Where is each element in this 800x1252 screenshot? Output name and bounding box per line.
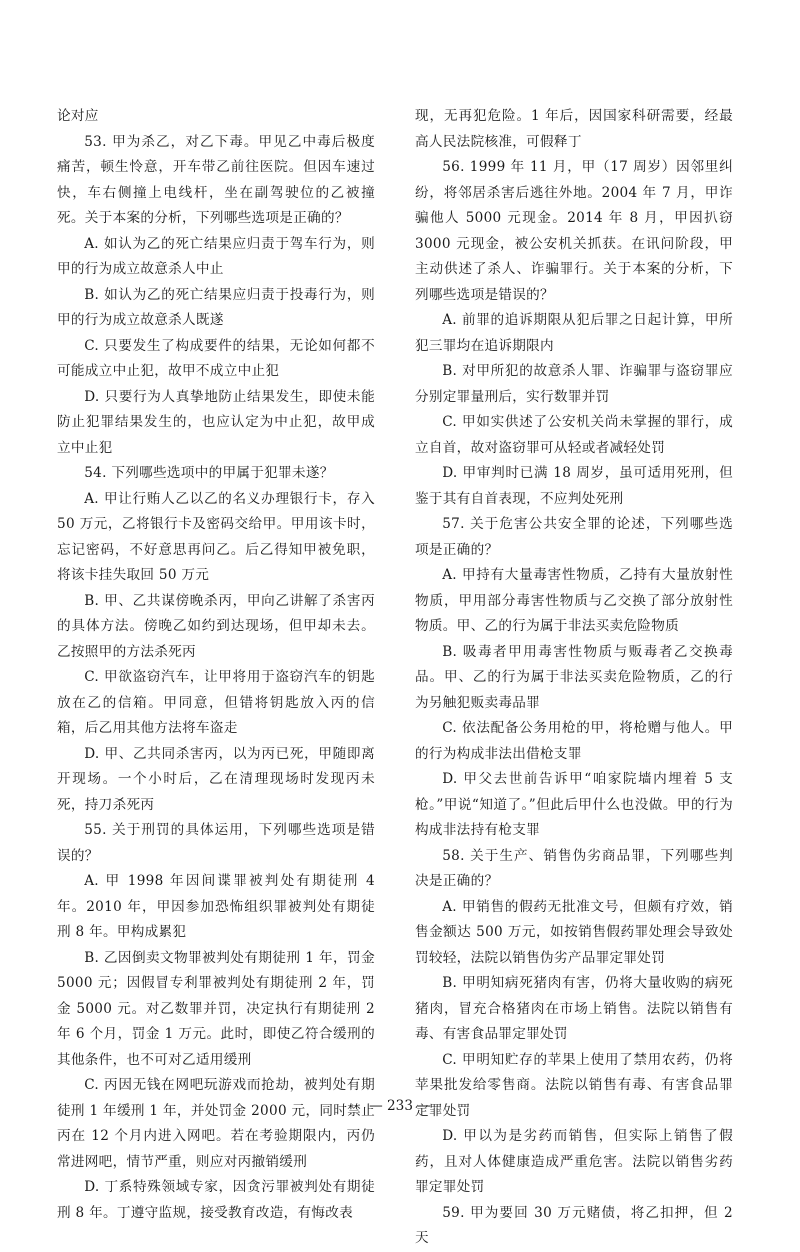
question-57-option-c: C. 依法配备公务用枪的甲，将枪赠与他人。甲的行为构成非法出借枪支罪 <box>415 720 733 762</box>
question-54-option-c: C. 甲欲盗窃汽车，让甲将用于盗窃汽车的钥匙放在乙的信箱。甲同意，但错将钥匙放入丙的信箱，后乙用其他方法将车盗走 <box>57 669 375 736</box>
question-55-option-a: A. 甲 1998 年因间谍罪被判处有期徒刑 4 年。2010 年，甲因参加恐怖组织罪被判处有期徒刑 8 年。甲构成累犯 <box>57 873 375 940</box>
question-57-option-b: B. 吸毒者甲用毒害性物质与贩毒者乙交换毒品。甲、乙的行为属于非法买卖危险物质，乙的行为另触犯贩卖毒品罪 <box>415 643 733 711</box>
question-58-option-a: A. 甲销售的假药无批准文号，但颇有疗效，销售金额达 500 万元，如按销售假药罪处理会导致处罚较轻，法院以销售伪劣产品罪定罪处罚 <box>415 898 733 966</box>
question-57-option-d: D. 甲父去世前告诉甲“咱家院墙内埋着 5 支枪。”甲说“知道了。”但此后甲什么也没做。甲的行为构成非法持有枪支罪 <box>415 771 733 838</box>
question-54-option-d: D. 甲、乙共同杀害丙，以为丙已死，甲随即离开现场。一个小时后，乙在清理现场时发现丙未死，持刀杀死丙 <box>57 745 375 813</box>
question-56-option-a: A. 前罪的追诉期限从犯后罪之日起计算，甲所犯三罪均在追诉期限内 <box>415 312 733 354</box>
question-54-option-b: B. 甲、乙共谋傍晚杀丙，甲向乙讲解了杀害丙的具体方法。傍晚乙如约到达现场，但甲却未去。乙按照甲的方法杀死丙 <box>57 592 375 660</box>
question-57-option-a: A. 甲持有大量毒害性物质，乙持有大量放射性物质，甲用部分毒害性物质与乙交换了部分放射性物质。甲、乙的行为属于非法买卖危险物质 <box>415 567 733 634</box>
question-55-option-c: C. 丙因无钱在网吧玩游戏而抢劫，被判处有期徒刑 1 年缓刑 1 年，并处罚金 2000 元，同时禁止丙在 12 个月内进入网吧。若在考验期限内，丙仍常进网吧，情节严重，则应对丙撤销缓刑 <box>57 1077 375 1170</box>
question-54-option-a: A. 甲让行贿人乙以乙的名义办理银行卡，存入 50 万元，乙将银行卡及密码交给甲。甲用该卡时，忘记密码，不好意思再问乙。后乙得知甲被免职，将该卡挂失取回 50 万元 <box>57 490 375 583</box>
question-56-option-d: D. 甲审判时已满 18 周岁，虽可适用死刑，但鉴于其有自首表现，不应判处死刑 <box>415 465 733 507</box>
question-58-option-d: D. 甲以为是劣药而销售，但实际上销售了假药，且对人体健康造成严重危害。法院以销售劣药罪定罪处罚 <box>415 1128 733 1195</box>
question-56: 56. 1999 年 11 月，甲（17 周岁）因邻里纠纷，将邻居杀害后逃往外地。2004 年 7 月，甲诈骗他人 5000 元现金。2014 年 8 月，甲因扒窃 3000 元现金，被公安机关抓获。在讯问阶段，甲主动供述了杀人、诈骗罪行。关于本案的分析，下列哪些选项是错误的？ <box>415 159 733 303</box>
continued-text: 论对应 <box>57 108 99 124</box>
question-53-option-b: B. 如认为乙的死亡结果应归责于投毒行为，则甲的行为成立故意杀人既遂 <box>57 286 375 328</box>
question-58-option-b: B. 甲明知病死猪肉有害，仍将大量收购的病死猪肉，冒充合格猪肉在市场上销售。法院以销售有毒、有害食品罪定罪处罚 <box>415 975 733 1042</box>
question-53-option-a: A. 如认为乙的死亡结果应归责于驾车行为，则甲的行为成立故意杀人中止 <box>57 235 375 277</box>
continued-text: 现，无再犯危险。1 年后，因国家科研需要，经最高人民法院核准，可假释丁 <box>415 108 733 150</box>
right-column <box>415 104 733 1252</box>
question-53: 53. 甲为杀乙，对乙下毒。甲见乙中毒后极度痛苦，顿生怜意，开车带乙前往医院。但因车速过快，车右侧撞上电线杆，坐在副驾驶位的乙被撞死。关于本案的分析，下列哪些选项是正确的？ <box>57 133 375 226</box>
question-59: 59. 甲为要回 30 万元赌债，将乙扣押，但 2 天 <box>415 1204 733 1246</box>
question-56-option-c: C. 甲如实供述了公安机关尚未掌握的罪行，成立自首，故对盗窃罪可从轻或者减轻处罚 <box>415 414 733 456</box>
question-54: 54. 下列哪些选项中的甲属于犯罪未遂？ <box>84 465 334 481</box>
question-55-option-d: D. 丁系特殊领域专家，因贪污罪被判处有期徒刑 8 年。丁遵守监规，接受教育改造，有悔改表 <box>57 1179 375 1221</box>
question-56-option-b: B. 对甲所犯的故意杀人罪、诈骗罪与盗窃罪应分别定罪量刑后，实行数罪并罚 <box>415 363 733 405</box>
page-number: — 233 — <box>369 1098 431 1114</box>
question-55-option-b: B. 乙因倒卖文物罪被判处有期徒刑 1 年，罚金 5000 元；因假冒专利罪被判处有期徒刑 2 年，罚金 5000 元。对乙数罪并罚，决定执行有期徒刑 2 年 6 个月，罚金 1 万元。此时，即使乙符合缓刑的其他条件，也不可对乙适用缓刑 <box>57 949 375 1068</box>
question-58: 58. 关于生产、销售伪劣商品罪，下列哪些判决是正确的？ <box>415 847 733 889</box>
question-53-option-c: C. 只要发生了构成要件的结果，无论如何都不可能成立中止犯，故甲不成立中止犯 <box>57 337 375 379</box>
left-column <box>57 104 375 1226</box>
question-53-option-d: D. 只要行为人真挚地防止结果发生，即使未能防止犯罪结果发生的，也应认定为中止犯，故甲成立中止犯 <box>57 388 375 456</box>
question-58-option-c: C. 甲明知贮存的苹果上使用了禁用农药，仍将苹果批发给零售商。法院以销售有毒、有害食品罪定罪处罚 <box>415 1051 733 1119</box>
question-57: 57. 关于危害公共安全罪的论述，下列哪些选项是正确的？ <box>415 516 733 558</box>
question-55: 55. 关于刑罚的具体运用，下列哪些选项是错误的？ <box>57 822 375 864</box>
